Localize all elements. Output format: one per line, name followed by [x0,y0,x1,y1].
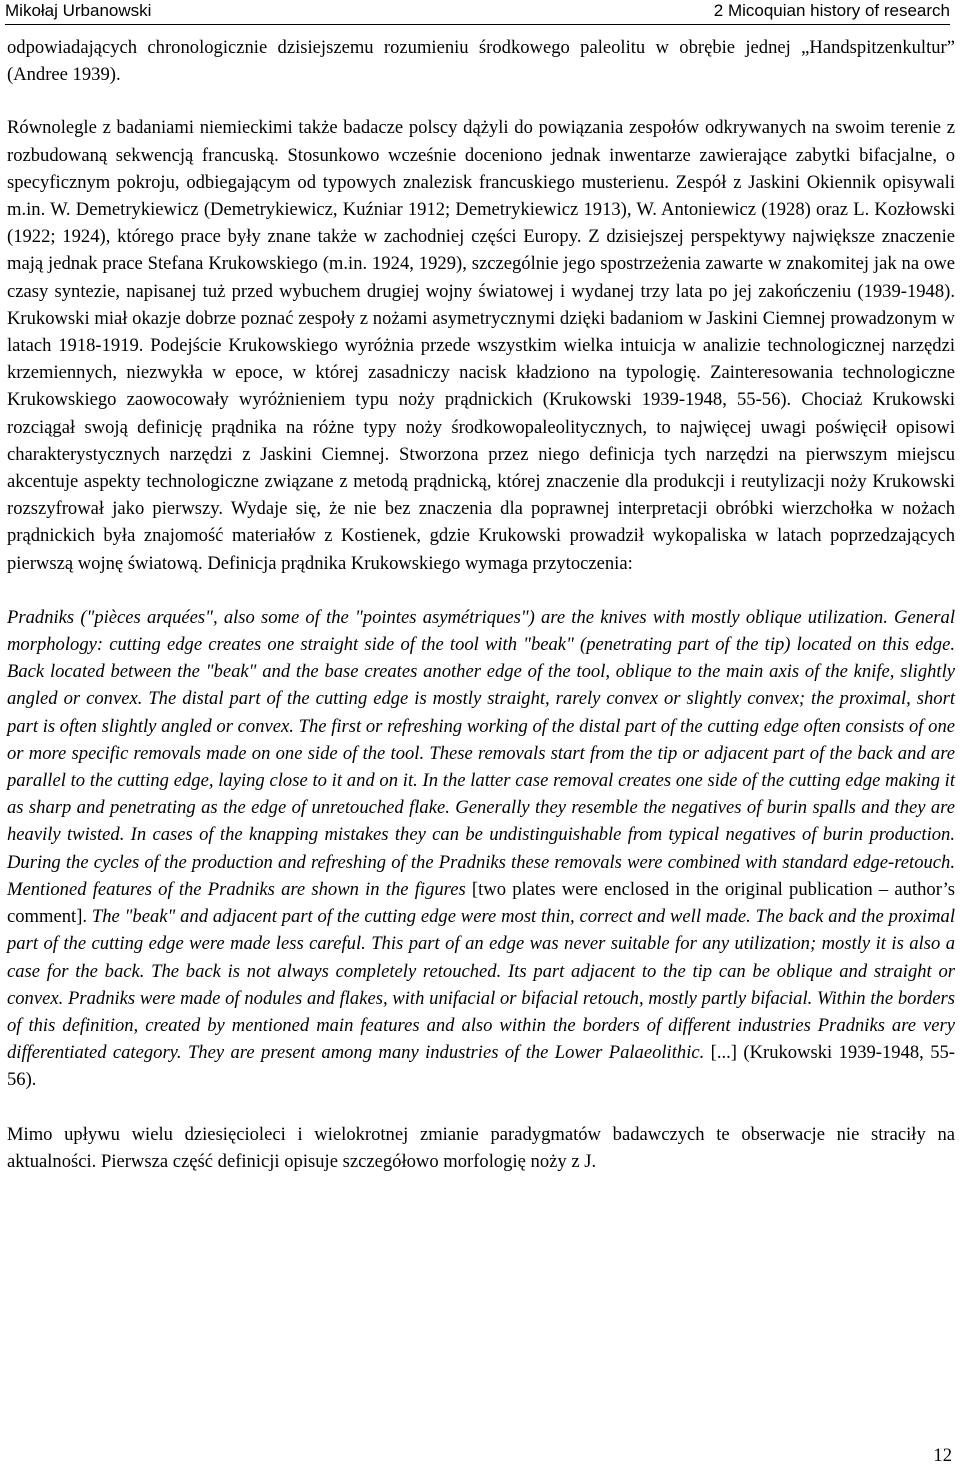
running-header [5,0,950,25]
paragraph-polish-research: Równolegle z badaniami niemieckimi także badacze polscy dążyli do powiązania zespołów odkrywanych na swoim terenie z rozbudowaną sekwencją francuską. Stosunkowo wcześnie doceniono jednak inwentarze zawierające zabytki bifacjalne, o specyficznym pokroju, odbiegającym od typowych znalezisk francuskiego musterienu. Zespół z Jaskini Okiennik opisywali m.in. W. Demetrykiewicz (Demetrykiewicz, Kuźniar 1912; Demetrykiewicz 1913), W. Antoniewicz (1928) oraz L. Kozłowski (1922; 1924), którego prace były znane także w zachodniej części Europy. Z dzisiejszej perspektywy największe znaczenie mają jednak prace Stefana Krukowskiego (m.in. 1924, 1929), szczególnie jego spostrzeżenia zawarte w znakomitej jak na owe czasy syntezie, napisanej tuż przed wybuchem drugiej wojny światowej i wydanej trzy lata po jej zakończeniu (1939-1948). Krukowski miał okazje dobrze poznać zespoły z nożami asymetrycznymi dzięki badaniom w Jaskini Ciemnej prowadzonym w latach 1918-1919. Podejście Krukowskiego wyróżnia przede wszystkim wielka intuicja w analizie technologicznej narzędzi krzemiennych, niezwykła w epoce, w której zasadniczy nacisk kładziono na typologię. Zainteresowania technologiczne Krukowskiego zaowocowały wyróżnieniem typu noży prądnickich (Krukowski 1939-1948, 55-56). Chociaż Krukowski rozciągał swoją definicję prądnika na różne typy noży środkowopaleolitycznych, to najwięcej uwagi poświęcił opisowi charakterystycznych narzędzi z Jaskini Ciemnej. Stworzona przez niego definicja tych narzędzi na pierwszym miejscu akcentuje aspekty technologiczne związane z metodą prądnicką, której znaczenie dla produkcji i reutylizacji noży Krukowski rozszyfrował jako pierwszy. Wydaje się, że nie bez znaczenia dla poprawnej interpretacji obróbki wierzchołka w nożach prądnickich była znajomość materiałów z Kostienek, gdzie Krukowski prowadził wykopaliska w latach poprzedzających pierwszą wojnę światową. Definicja prądnika Krukowskiego wymaga przytoczenia: [7,117,955,574]
krukowski-quotation [7,604,955,1094]
header-chapter-title: 2 Micoquian history of research [713,1,950,20]
paragraph-intro: odpowiadających chronologicznie dzisiejszemu rozumieniu środkowego paleolitu w obrębie jednej „Handspitzenkultur” (Andree 1939). [7,37,955,86]
header-author: Mikołaj Urbanowski [5,1,152,20]
page-body [7,34,955,1175]
quotation-text-part-2: The "beak" and adjacent part of the cutting edge were most thin, correct and well made. The back and the proximal part of the cutting edge were made less careful. This part of an edge was never suitable for any utilization; mostly it is also a case for the back. The back is not always completely retouched. Its part adjacent to the tip can be oblique and straight or convex. Pradniks were made of nodules and flakes, with unifacial or bifacial retouch, mostly partly bifacial. Within the borders of this definition, created by mentioned main features and also within the borders of different industries Pradniks are very differentiated category. They are present among many industries of the Lower Palaeolithic. [7,906,955,1064]
page-number: 12 [933,1445,952,1466]
paragraph-conclusion: Mimo upływu wielu dziesięcioleci i wielokrotnej zmianie paradygmatów badawczych te obserwacje nie straciły na aktualności. Pierwsza część definicji opisuje szczegółowo morfologię noży z J. [7,1123,955,1172]
quotation-citation: [...] (Krukowski 1939-1948, 55-56). [7,1042,955,1091]
quotation-text-part-1: Pradniks ("pièces arquées", also some of the "pointes asymétriques") are the knives with mostly oblique utilization. General morphology: cutting edge creates one straight side of the tool with "beak" (penetrating part of the tip) located on this edge. Back located between the "beak" and the base creates another edge of the tool, oblique to the main axis of the knife, slightly angled or convex. The distal part of the cutting edge is mostly straight, rarely convex or slightly convex; the proximal, short part is often slightly angled or convex. The first or refreshing working of the distal part of the cutting edge often consists of one or more specific removals made on one side of the tool. These removals start from the tip or adjacent part of the back and are parallel to the cutting edge, laying close to it and on it. In the latter case removal creates one side of the cutting edge making it as sharp and penetrating as the edge of unretouched flake. Generally they resemble the negatives of burin spalls and they are heavily twisted. In cases of the knapping mistakes they can be undistinguishable from typical negatives of burin production. During the cycles of the production and refreshing of the Pradniks these removals were combined with standard edge-retouch. Mentioned features of the Pradniks are shown in the figures [7,606,955,900]
quotation-author-comment: [two plates were enclosed in the original publication – author’s comment]. [7,878,955,928]
